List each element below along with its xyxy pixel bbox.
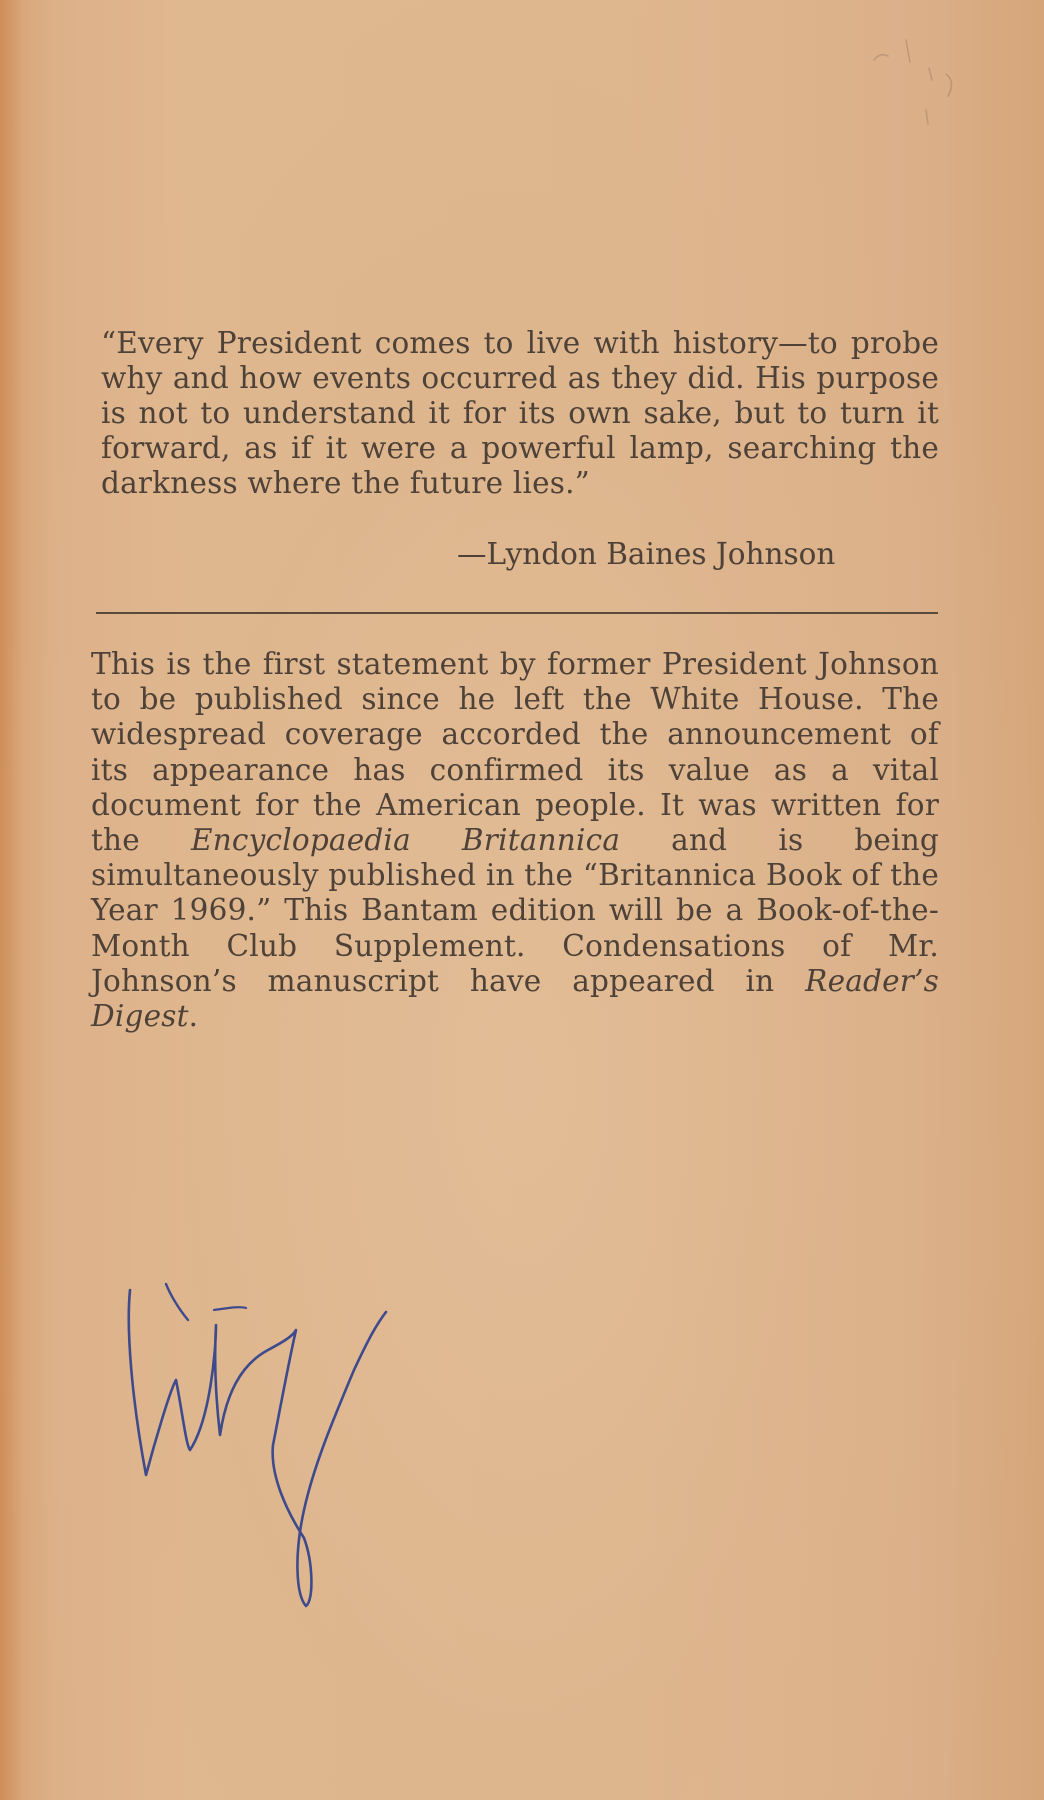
statement-text-1: This is the first statement by former President Johnson to be published since he left the White House. The widespread coverage accorded the announcement of its appearance has confirmed its value as a vital document for the American people. It was written for the <box>91 647 939 858</box>
page-edge-shading <box>0 0 22 1800</box>
publication-statement <box>91 647 939 1034</box>
statement-italic-readers-digest: Reader’s Digest <box>91 963 939 1034</box>
handwritten-signature <box>118 1270 438 1610</box>
statement-text-3: . <box>188 999 199 1034</box>
lbj-quote: “Every President comes to live with history—to probe why and how events occurred as they did. His purpose is not to understand it for its own sake, but to turn it forward, as if it were a powerful lamp, searching the darkness where the future lies.” <box>101 326 939 500</box>
quote-attribution: —Lyndon Baines Johnson <box>457 537 836 571</box>
statement-text-2: and is being simultaneously published in the “Britannica Book of the Year 1969.” This Bantam edition will be a Book-of-the-Month Club Supplement. Condensations of Mr. Johnson’s manuscript have appeared in <box>91 823 940 998</box>
statement-italic-britannica: Encyclopaedia Britannica <box>190 823 621 858</box>
divider-rule <box>96 612 938 614</box>
pencil-mark <box>834 30 974 140</box>
